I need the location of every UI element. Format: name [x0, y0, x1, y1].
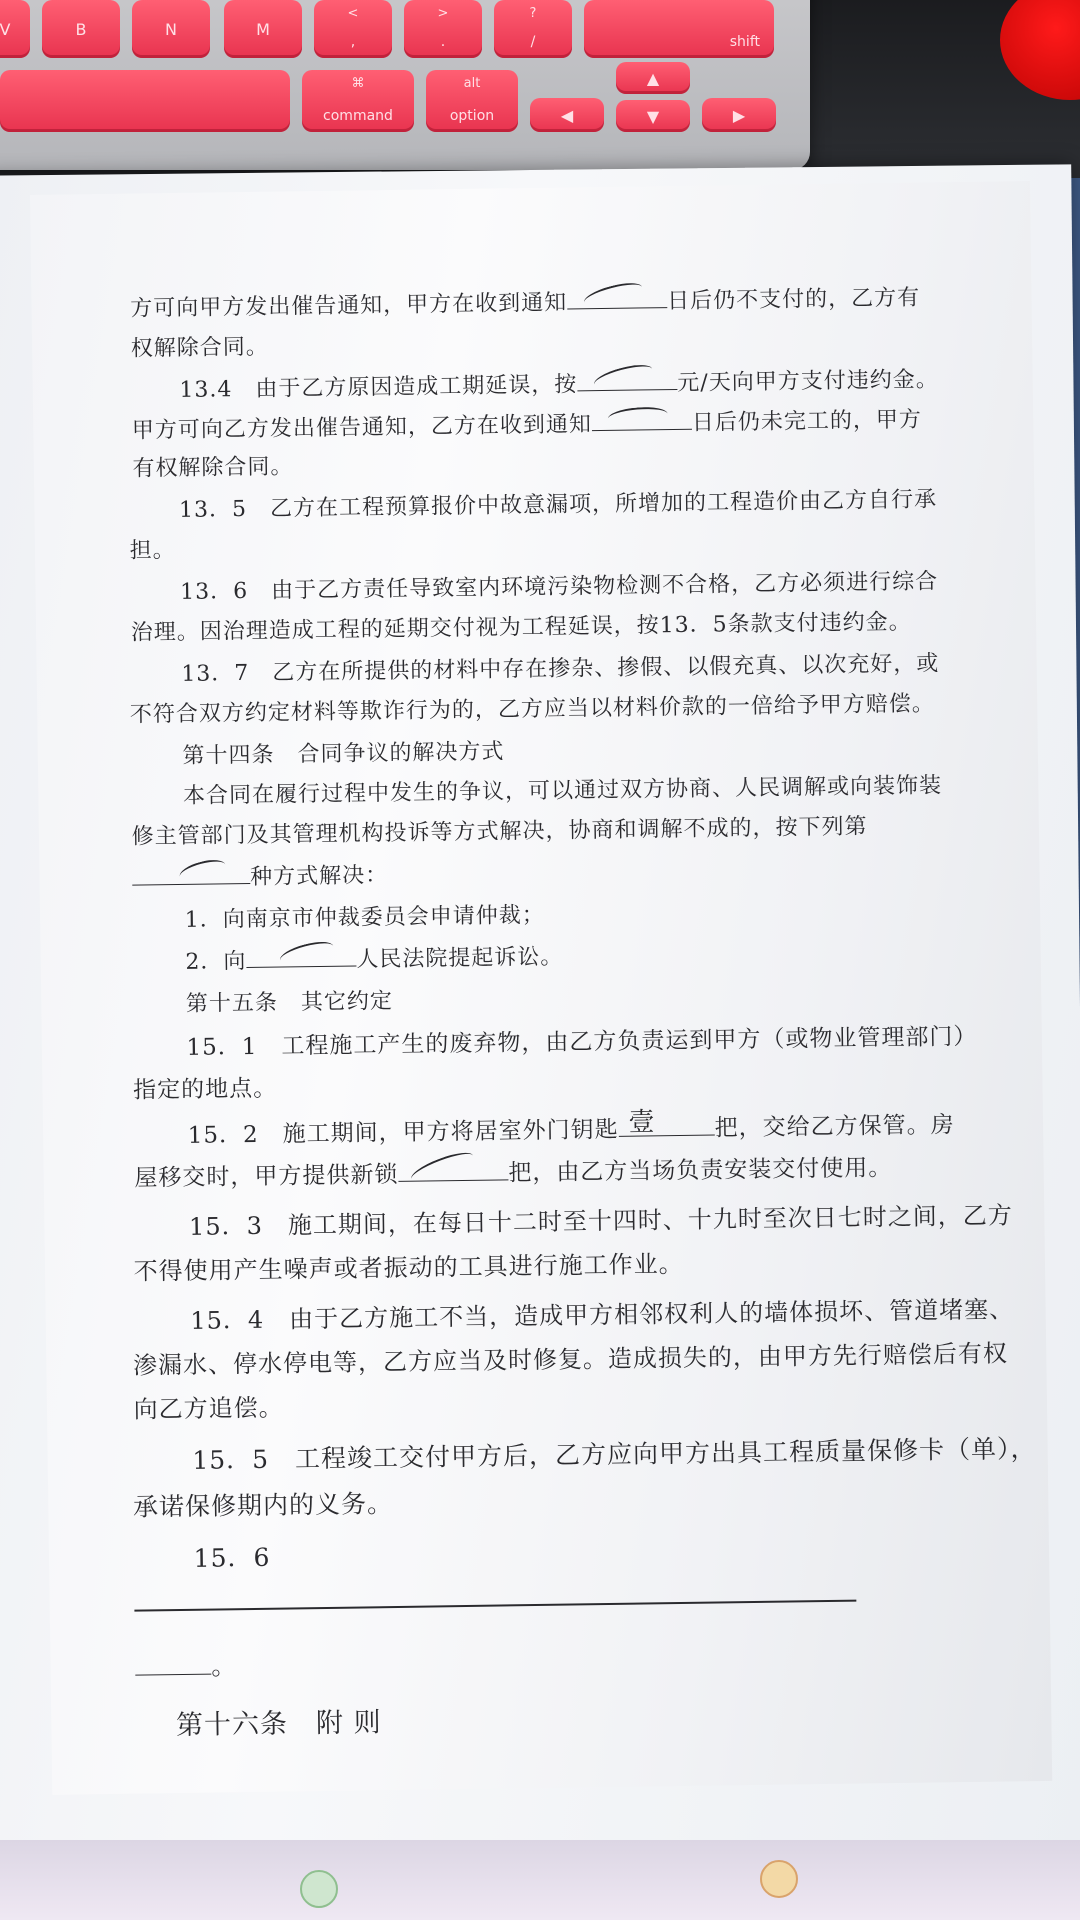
text-line: 指定的地点。: [132, 1075, 278, 1104]
text-segment: 屋移交时，甲方提供新锁: [134, 1161, 399, 1192]
key-command: [302, 70, 414, 132]
text-line: 权解除合同。: [130, 334, 269, 362]
key-sub-label: .: [440, 34, 446, 50]
fabric-pattern: [300, 1870, 338, 1908]
fabric-background: [0, 1840, 1080, 1920]
blank-method: [132, 863, 250, 886]
text-line: 渗漏水、停水停电等，乙方应当及时修复。造成损失的，由甲方先行赔偿后有权: [132, 1339, 1009, 1380]
key-sub-label: ,: [350, 34, 356, 50]
text-line: 13．7 乙方在所提供的材料中存在掺杂、掺假、以假充真、以次充好，或: [181, 651, 940, 687]
text-line: 15．1 工程施工产生的废弃物，由乙方负责运到甲方（或物业管理部门）: [186, 1023, 978, 1061]
text-line: [135, 1646, 238, 1683]
key-slash: [494, 0, 572, 58]
text-segment: 把，交给乙方保管。房: [714, 1112, 955, 1142]
key-label: >: [437, 6, 449, 21]
text-line: 15．5 工程竣工交付甲方后，乙方应向甲方出具工程质量保修卡（单），: [192, 1434, 1037, 1475]
key-n: [132, 0, 210, 58]
text-line: 承诺保修期内的义务。: [132, 1489, 394, 1522]
key-v: [0, 0, 30, 58]
text-segment: 方可向甲方发出催告通知，甲方在收到通知: [130, 290, 568, 322]
text-line: 1．向南京市仲裁委员会申请仲裁；: [184, 902, 545, 933]
blank-key-count: [618, 1107, 714, 1138]
text-line: 本合同在履行过程中发生的争议，可以通过双方协商、人民调解或向装饰装: [182, 773, 943, 809]
key-label: command: [323, 108, 393, 124]
text-segment: 日后仍未完工的，甲方: [691, 407, 923, 436]
handwritten-dash: [178, 856, 228, 885]
key-label: B: [75, 19, 87, 39]
red-object: [1000, 0, 1080, 100]
key-period: [404, 0, 482, 58]
text-line: 有权解除合同。: [132, 454, 294, 482]
key-label: option: [449, 108, 495, 124]
key-arrow-down: [616, 100, 690, 132]
section-heading: 第十五条 其它约定: [185, 988, 394, 1017]
key-sub-label: /: [530, 34, 536, 50]
key-b: [42, 0, 120, 58]
text-segment: 13.4 由于乙方原因造成工期延误，按: [179, 372, 578, 403]
text-segment: 15．2 施工期间，甲方将居室外门钥匙: [187, 1116, 619, 1149]
text-line: 担。: [129, 537, 176, 564]
key-label: ?: [529, 6, 537, 21]
text-segment: 日后仍不支付的，乙方有: [667, 285, 921, 315]
key-shift: [584, 0, 774, 58]
text-segment: 甲方可向乙方发出催告通知，乙方在收到通知: [131, 412, 593, 444]
arrow-right-icon: ▶: [732, 105, 746, 125]
text-segment: 元/天向甲方支付违约金。: [677, 367, 939, 396]
text-line: 不符合双方约定材料等欺诈行为的，乙方应当以材料价款的一倍给予甲方赔偿。: [129, 691, 936, 728]
key-option: [426, 70, 518, 132]
blank-lock-count: [398, 1159, 508, 1182]
blank-line-end: [135, 1654, 211, 1676]
keyboard: [0, 0, 810, 170]
text-line: [185, 940, 563, 976]
blank-court: [246, 945, 356, 968]
text-segment: 种方式解决：: [250, 863, 389, 890]
text-segment: 。: [210, 1651, 238, 1681]
arrow-left-icon: ◀: [560, 105, 574, 125]
key-comma: [314, 0, 392, 58]
key-arrow-left: [530, 98, 604, 132]
text-line: 13．5 乙方在工程预算报价中故意漏项，所增加的工程造价由乙方自行承: [178, 487, 938, 523]
key-sub-label: alt: [463, 76, 481, 91]
arrow-down-icon: ▼: [646, 106, 660, 126]
key-label: V: [0, 19, 11, 39]
text-line: 15．4 由于乙方施工不当，造成甲方相邻权利人的墙体损坏、管道堵塞、: [190, 1295, 1015, 1335]
command-icon: ⌘: [351, 76, 365, 91]
section-heading: 第十四条 合同争议的解决方式: [182, 739, 505, 769]
text-line: 13．6 由于乙方责任导致室内环境污染物检测不合格，乙方必须进行综合: [180, 569, 939, 605]
text-line: 向乙方追偿。: [133, 1393, 284, 1424]
text-line: [132, 858, 388, 893]
blank-days: [592, 409, 692, 431]
key-arrow-up: [616, 62, 690, 94]
blank-penalty-amount: [577, 369, 677, 391]
fabric-pattern: [760, 1860, 798, 1898]
key-space: [0, 70, 290, 132]
text-segment: 人民法院提起诉讼。: [356, 944, 564, 973]
handwritten-value: 壹: [628, 1107, 656, 1138]
text-line: 修主管部门及其管理机构投诉等方式解决，协商和调解不成的，按下列第: [131, 814, 868, 850]
key-label: M: [256, 19, 270, 39]
key-label: N: [165, 19, 177, 39]
text-segment: 把，由乙方当场负责安装交付使用。: [508, 1155, 893, 1187]
text-line: 治理。因治理造成工程的延期交付视为工程延误，按13．5条款支付违约金。: [130, 609, 912, 646]
key-label: shift: [729, 34, 760, 50]
clause-number: 15．6: [193, 1542, 271, 1573]
text-line: 15．3 施工期间，在每日十二时至十四时、十九时至次日七时之间，乙方: [188, 1201, 1013, 1241]
section-heading: 第十六条 附 则: [175, 1707, 382, 1742]
blank-days: [567, 287, 667, 309]
arrow-up-icon: ▲: [646, 68, 660, 88]
text-segment: 2．向: [185, 949, 247, 975]
handwritten-dash: [607, 405, 668, 428]
key-label: <: [347, 6, 359, 21]
text-line: 不得使用产生噪声或者振动的工具进行施工作业。: [133, 1249, 684, 1286]
key-arrow-right: [702, 98, 776, 132]
key-m: [224, 0, 302, 58]
